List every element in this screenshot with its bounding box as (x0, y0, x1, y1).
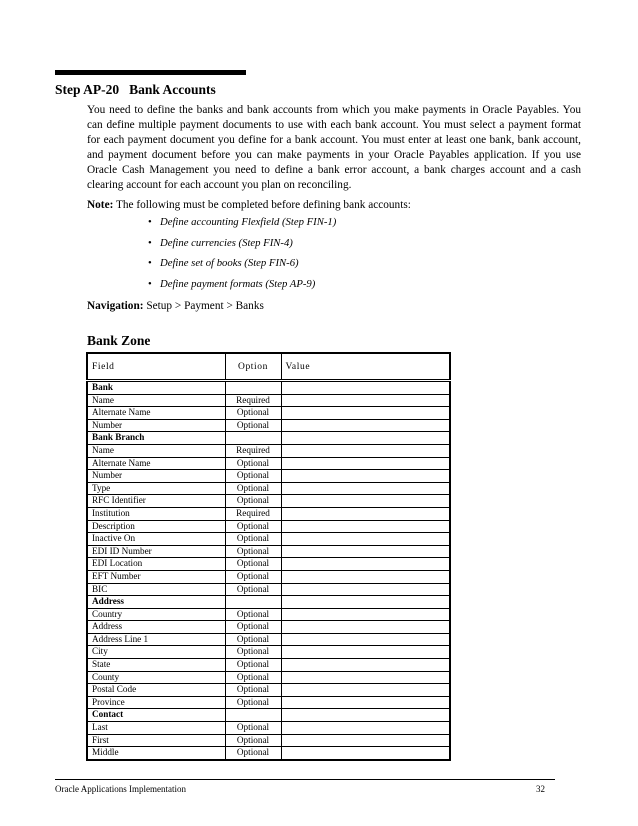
option-cell: Optional (225, 583, 281, 596)
option-cell: Optional (225, 470, 281, 483)
option-cell: Optional (225, 520, 281, 533)
prerequisite-item: • Define accounting Flexfield (Step FIN-1) (148, 216, 336, 237)
table-row (87, 520, 450, 533)
table-row (87, 457, 450, 470)
value-cell[interactable] (281, 432, 450, 445)
step-number: Step AP-20 (55, 82, 120, 97)
value-cell[interactable] (281, 381, 450, 395)
field-cell: Name (87, 444, 225, 457)
field-cell: Type (87, 482, 225, 495)
field-cell: EFT Number (87, 570, 225, 583)
value-cell[interactable] (281, 596, 450, 609)
value-cell[interactable] (281, 457, 450, 470)
field-cell: Number (87, 470, 225, 483)
intro-paragraph: You need to define the banks and bank accounts from which you make payments in Oracle Payables. You can define multiple payment documents to use with each bank account. You must select a payment format for each payment document you define for a bank account. You must enter at least one bank, bank account, and payment document before you can make payments in your Oracle Payables application. If you use Oracle Cash Management you need to define a bank error account, a bank charges account and a cash clearing account for each account you plan on reconciling. (87, 104, 581, 192)
option-cell (225, 381, 281, 395)
option-cell: Optional (225, 608, 281, 621)
table-row (87, 608, 450, 621)
table-row (87, 621, 450, 634)
option-cell: Optional (225, 659, 281, 672)
value-cell[interactable] (281, 407, 450, 420)
prerequisite-item: • Define currencies (Step FIN-4) (148, 237, 336, 258)
value-cell[interactable] (281, 533, 450, 546)
field-cell: Number (87, 419, 225, 432)
value-cell[interactable] (281, 583, 450, 596)
value-cell[interactable] (281, 470, 450, 483)
table-row (87, 419, 450, 432)
prerequisite-item: • Define set of books (Step FIN-6) (148, 257, 336, 278)
option-cell: Optional (225, 722, 281, 735)
field-cell: First (87, 734, 225, 747)
table-row (87, 482, 450, 495)
bank-zone-table (86, 352, 451, 761)
field-cell: Province (87, 696, 225, 709)
table-row (87, 696, 450, 709)
table-row (87, 444, 450, 457)
option-cell: Optional (225, 558, 281, 571)
field-cell: EDI ID Number (87, 545, 225, 558)
value-cell[interactable] (281, 608, 450, 621)
field-cell: Alternate Name (87, 457, 225, 470)
table-row (87, 507, 450, 520)
zone-title: Bank Zone (87, 333, 151, 348)
value-cell[interactable] (281, 394, 450, 407)
option-cell: Optional (225, 407, 281, 420)
option-cell: Optional (225, 495, 281, 508)
field-cell: County (87, 671, 225, 684)
value-cell[interactable] (281, 495, 450, 508)
value-column-header: Value (281, 353, 450, 381)
field-cell: Middle (87, 747, 225, 760)
option-cell: Optional (225, 482, 281, 495)
value-cell[interactable] (281, 570, 450, 583)
option-cell: Optional (225, 671, 281, 684)
table-row (87, 545, 450, 558)
note-text: The following must be completed before defining bank accounts: (115, 199, 411, 211)
page-number: 32 (536, 784, 545, 794)
table-row (87, 747, 450, 760)
option-cell: Optional (225, 545, 281, 558)
value-cell[interactable] (281, 444, 450, 457)
option-cell: Optional (225, 696, 281, 709)
field-cell: Inactive On (87, 533, 225, 546)
value-cell[interactable] (281, 482, 450, 495)
prerequisite-item: • Define payment formats (Step AP-9) (148, 278, 336, 299)
field-cell: Address Line 1 (87, 633, 225, 646)
value-cell[interactable] (281, 659, 450, 672)
option-cell: Optional (225, 747, 281, 760)
table-row (87, 470, 450, 483)
option-cell: Optional (225, 684, 281, 697)
table-row (87, 533, 450, 546)
field-cell: Bank (87, 381, 225, 395)
value-cell[interactable] (281, 684, 450, 697)
field-cell: City (87, 646, 225, 659)
value-cell[interactable] (281, 747, 450, 760)
table-row (87, 394, 450, 407)
field-cell: Institution (87, 507, 225, 520)
value-cell[interactable] (281, 734, 450, 747)
step-heading (55, 82, 216, 98)
table-row (87, 495, 450, 508)
field-cell: EDI Location (87, 558, 225, 571)
field-cell: Bank Branch (87, 432, 225, 445)
option-cell: Optional (225, 570, 281, 583)
table-row (87, 684, 450, 697)
table-section-row (87, 432, 450, 445)
option-cell (225, 596, 281, 609)
option-cell (225, 709, 281, 722)
value-cell[interactable] (281, 545, 450, 558)
value-cell[interactable] (281, 520, 450, 533)
table-header-row (87, 353, 450, 381)
note-label: Note: (87, 199, 114, 211)
table-section-row (87, 596, 450, 609)
field-cell: BIC (87, 583, 225, 596)
table-row (87, 671, 450, 684)
field-column-header: Field (87, 353, 225, 381)
heading-rule (55, 70, 246, 75)
value-cell[interactable] (281, 696, 450, 709)
step-title: Bank Accounts (129, 82, 216, 97)
value-cell[interactable] (281, 633, 450, 646)
option-cell: Optional (225, 533, 281, 546)
field-cell: Address (87, 596, 225, 609)
value-cell[interactable] (281, 722, 450, 735)
field-cell: Name (87, 394, 225, 407)
field-cell: Last (87, 722, 225, 735)
option-cell: Optional (225, 621, 281, 634)
option-cell: Optional (225, 419, 281, 432)
table-section-row (87, 709, 450, 722)
table-row (87, 407, 450, 420)
table-section-row (87, 381, 450, 395)
option-cell: Optional (225, 633, 281, 646)
prerequisite-list (148, 216, 336, 298)
field-cell: Postal Code (87, 684, 225, 697)
note-line (87, 199, 411, 211)
field-cell: Alternate Name (87, 407, 225, 420)
table-row (87, 722, 450, 735)
option-cell: Optional (225, 646, 281, 659)
navigation-line (87, 300, 264, 312)
field-cell: Contact (87, 709, 225, 722)
field-cell: State (87, 659, 225, 672)
navigation-label: Navigation: (87, 300, 144, 312)
field-cell: Address (87, 621, 225, 634)
value-cell[interactable] (281, 671, 450, 684)
footer-rule (55, 779, 555, 780)
table-row (87, 633, 450, 646)
value-cell[interactable] (281, 646, 450, 659)
table-row (87, 734, 450, 747)
option-cell: Required (225, 507, 281, 520)
option-cell: Required (225, 394, 281, 407)
value-cell[interactable] (281, 507, 450, 520)
table-row (87, 659, 450, 672)
table-row (87, 646, 450, 659)
field-cell: Country (87, 608, 225, 621)
table-body (87, 381, 450, 760)
table-row (87, 583, 450, 596)
field-cell: Description (87, 520, 225, 533)
option-cell: Optional (225, 457, 281, 470)
table-row (87, 570, 450, 583)
value-cell[interactable] (281, 419, 450, 432)
option-cell: Required (225, 444, 281, 457)
option-cell (225, 432, 281, 445)
option-cell: Optional (225, 734, 281, 747)
option-column-header: Option (225, 353, 281, 381)
value-cell[interactable] (281, 621, 450, 634)
value-cell[interactable] (281, 558, 450, 571)
footer-title: Oracle Applications Implementation (55, 784, 186, 794)
field-cell: RFC Identifier (87, 495, 225, 508)
table-row (87, 558, 450, 571)
value-cell[interactable] (281, 709, 450, 722)
navigation-path: Setup > Payment > Banks (146, 300, 264, 312)
